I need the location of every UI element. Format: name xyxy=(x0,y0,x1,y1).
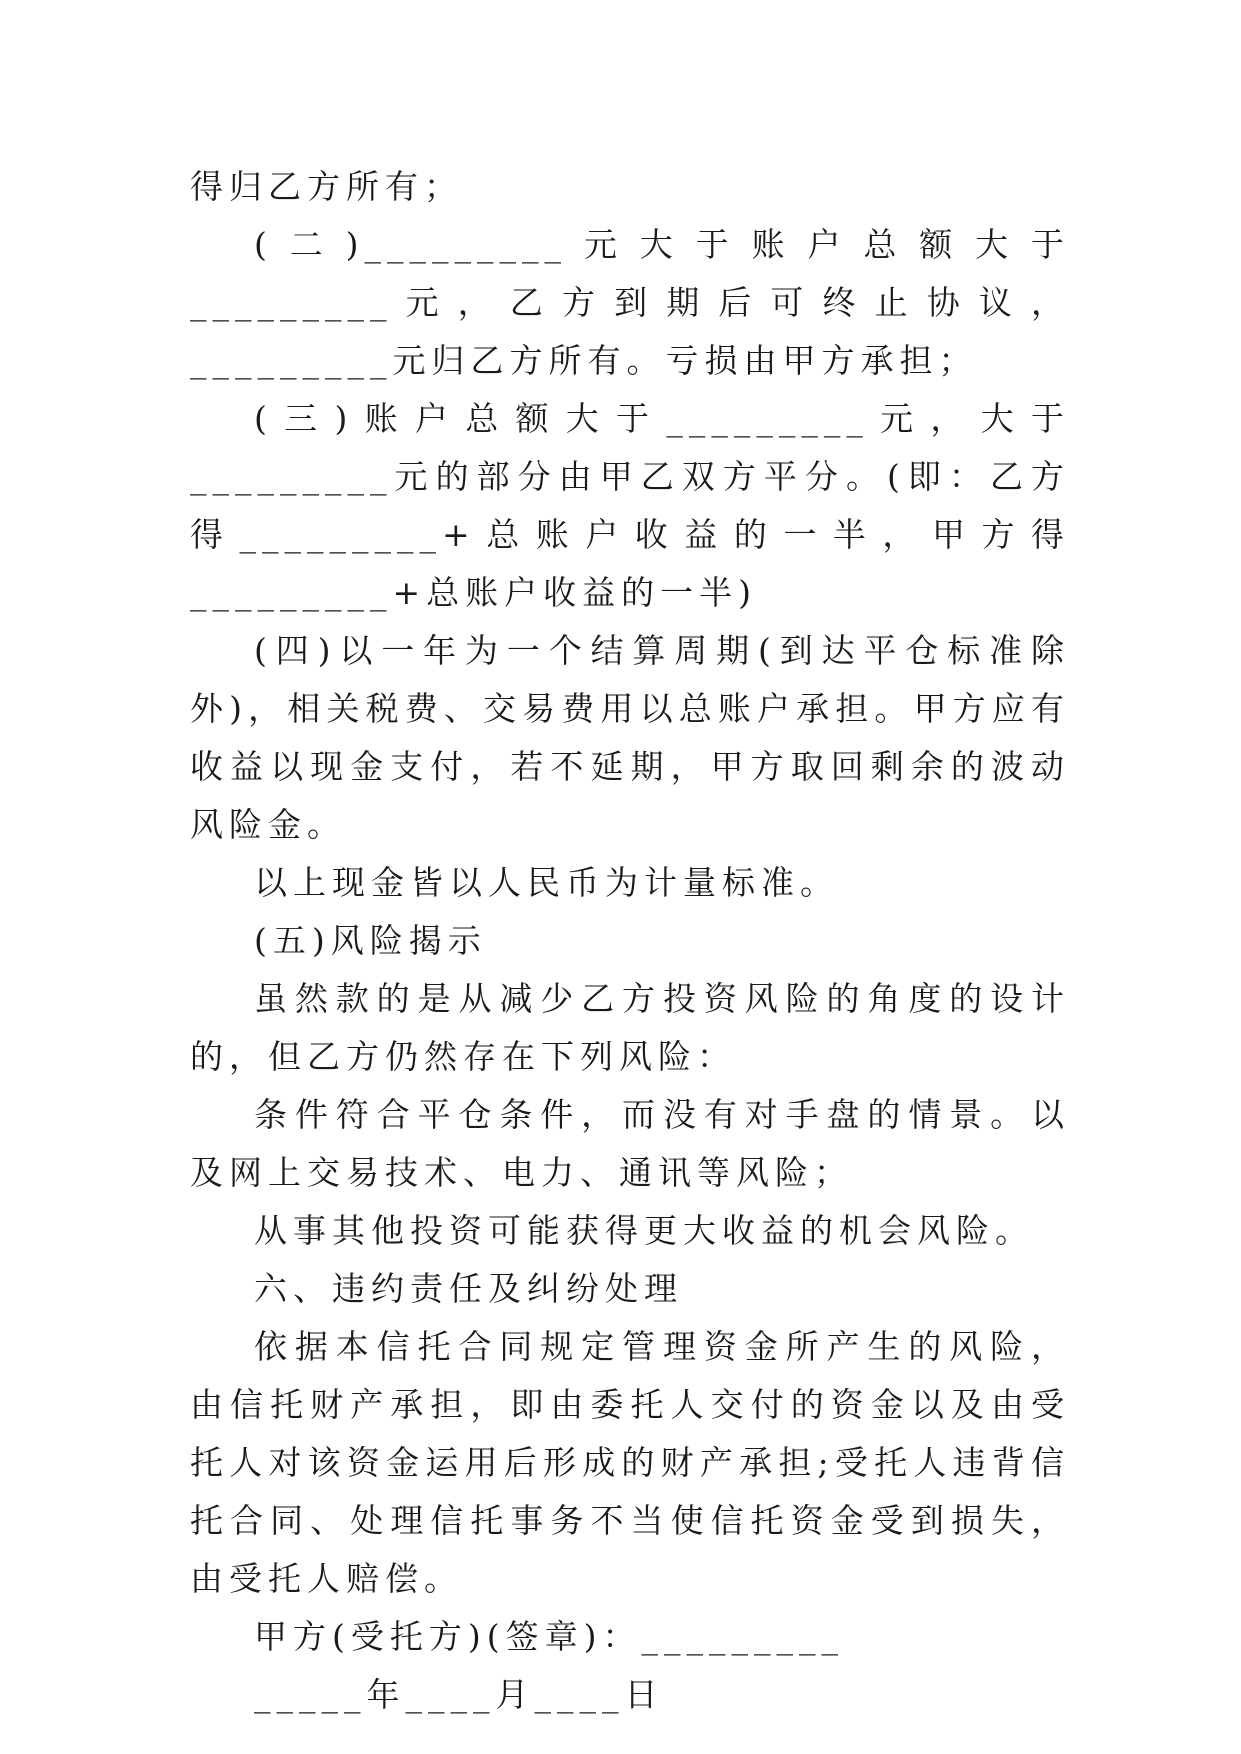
signature-line: 甲方(受托方)(签章)：_________ xyxy=(254,1617,844,1656)
currency-note: 以上现金皆以人民币为计量标准。 xyxy=(254,863,839,902)
date-line: _____年____月____日 xyxy=(254,1675,664,1714)
clause-3: (三)账户总额大于_________元，大于_________元的部分由甲乙双方平分。(即：乙方得_________+总账户收益的一半，甲方得_________+总账户收益的一半) xyxy=(190,399,1070,612)
clause-2: (二)_________元大于账户总额大于_________元，乙方到期后可终止协议，_________元归乙方所有。亏损由甲方承担； xyxy=(190,225,1070,380)
risk-item-2: 从事其他投资可能获得更大收益的机会风险。 xyxy=(254,1211,1034,1250)
risk-intro: 虽然款的是从减少乙方投资风险的角度的设计的，但乙方仍然存在下列风险： xyxy=(190,979,1070,1076)
clause-5-heading: (五)风险揭示 xyxy=(254,921,487,960)
risk-item-1: 条件符合平仓条件，而没有对手盘的情景。以及网上交易技术、电力、通讯等风险； xyxy=(190,1095,1070,1192)
contract-body xyxy=(190,158,1070,1724)
liability-text: 依据本信托合同规定管理资金所产生的风险，由信托财产承担，即由委托人交付的资金以及由受托人对该资金运用后形成的财产承担;受托人违背信托合同、处理信托事务不当使信托资金受到损失，由受托人赔偿。 xyxy=(190,1327,1070,1598)
section-6-heading: 六、违约责任及纠纷处理 xyxy=(254,1269,683,1308)
clause-4: (四)以一年为一个结算周期(到达平仓标准除外)，相关税费、交易费用以总账户承担。甲方应有收益以现金支付，若不延期，甲方取回剩余的波动风险金。 xyxy=(190,631,1070,844)
paragraph-continuation: 得归乙方所有； xyxy=(190,167,463,206)
